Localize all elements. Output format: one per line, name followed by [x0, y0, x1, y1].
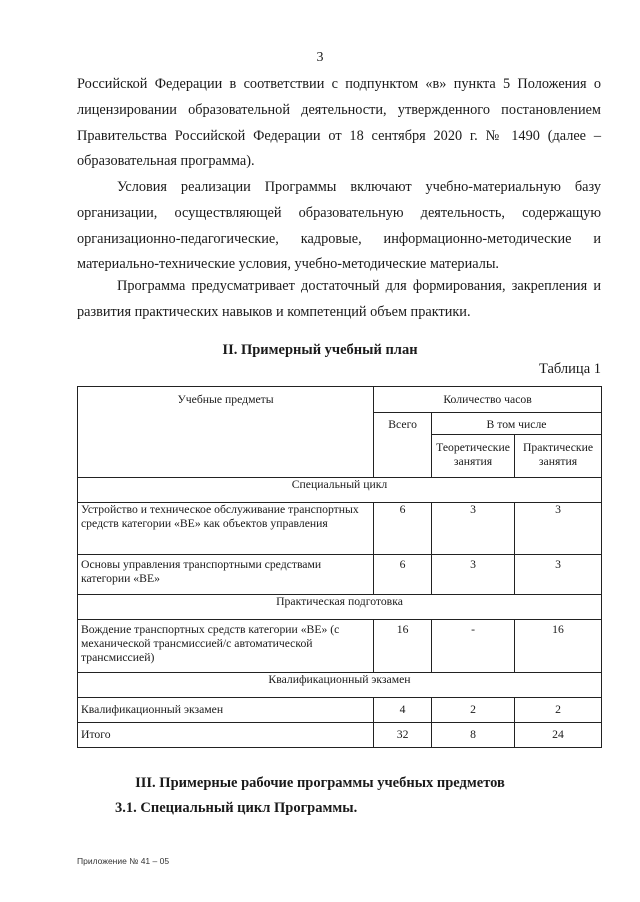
section-2-title: II. Примерный учебный план: [222, 342, 418, 358]
cell-total: 6: [374, 555, 432, 595]
cell-subject: Итого: [78, 723, 374, 748]
table-row: [78, 503, 602, 555]
cell-subject: Устройство и техническое обслуживание транспортных средств категории «ВЕ» как объектов управления: [78, 503, 374, 555]
cell-total: 6: [374, 503, 432, 555]
cell-theory: -: [432, 620, 515, 673]
section-practical-training: Практическая подготовка: [78, 595, 602, 620]
section-row: [78, 673, 602, 698]
cell-theory: 8: [432, 723, 515, 748]
section-special-cycle: Специальный цикл: [78, 478, 602, 503]
paragraph-conditions: Условия реализации Программы включают учебно-материальную базу организации, осуществляющей образовательную деятельность, содержащую организационно-педагогические, кадровые, информационно-методические и материально-технические условия, учебно-методические материалы.: [77, 179, 601, 273]
cell-subject: Основы управления транспортными средствами категории «ВЕ»: [78, 555, 374, 595]
cell-total: 16: [374, 620, 432, 673]
table-header-row: [78, 387, 602, 413]
cell-subject: Вождение транспортных средств категории «ВЕ» (с механической трансмиссией/с автоматической трансмиссией): [78, 620, 374, 673]
paragraph-license: Российской Федерации в соответствии с подпунктом «в» пункта 5 Положения о лицензировании образовательной деятельности, утвержденного постановлением Правительства Российской Федерации от 18 сентября 2020 г. № 1490 (далее – образовательная программа).: [77, 76, 601, 170]
cell-total: 4: [374, 698, 432, 723]
cell-practice: 3: [515, 503, 602, 555]
page-number: 3: [316, 50, 324, 65]
table-label: Таблица 1: [538, 361, 601, 377]
cell-practice: 3: [515, 555, 602, 595]
header-theory: Теоретические занятия: [432, 435, 515, 478]
cell-practice: 2: [515, 698, 602, 723]
paragraph-practice: Программа предусматривает достаточный для формирования, закрепления и развития практических навыков и компетенций объем практики.: [77, 278, 601, 320]
table-total-row: [78, 723, 602, 748]
curriculum-table: [77, 386, 602, 748]
cell-theory: 3: [432, 555, 515, 595]
section-3-title: III. Примерные рабочие программы учебных предметов: [135, 775, 505, 791]
header-hours: Количество часов: [374, 387, 602, 413]
section-row: [78, 478, 602, 503]
section-3-1-title: 3.1. Специальный цикл Программы.: [115, 800, 358, 816]
table-row: [78, 620, 602, 673]
cell-total: 32: [374, 723, 432, 748]
section-qualification-exam: Квалификационный экзамен: [78, 673, 602, 698]
header-total: Всего: [374, 413, 432, 478]
cell-practice: 16: [515, 620, 602, 673]
table-row: [78, 555, 602, 595]
section-row: [78, 595, 602, 620]
header-subjects: Учебные предметы: [78, 387, 374, 478]
cell-subject: Квалификационный экзамен: [78, 698, 374, 723]
header-practice: Практические занятия: [515, 435, 602, 478]
cell-theory: 3: [432, 503, 515, 555]
cell-theory: 2: [432, 698, 515, 723]
table-row: [78, 698, 602, 723]
cell-practice: 24: [515, 723, 602, 748]
header-including: В том числе: [432, 413, 602, 435]
footer-appendix: Приложение № 41 – 05: [77, 856, 170, 866]
